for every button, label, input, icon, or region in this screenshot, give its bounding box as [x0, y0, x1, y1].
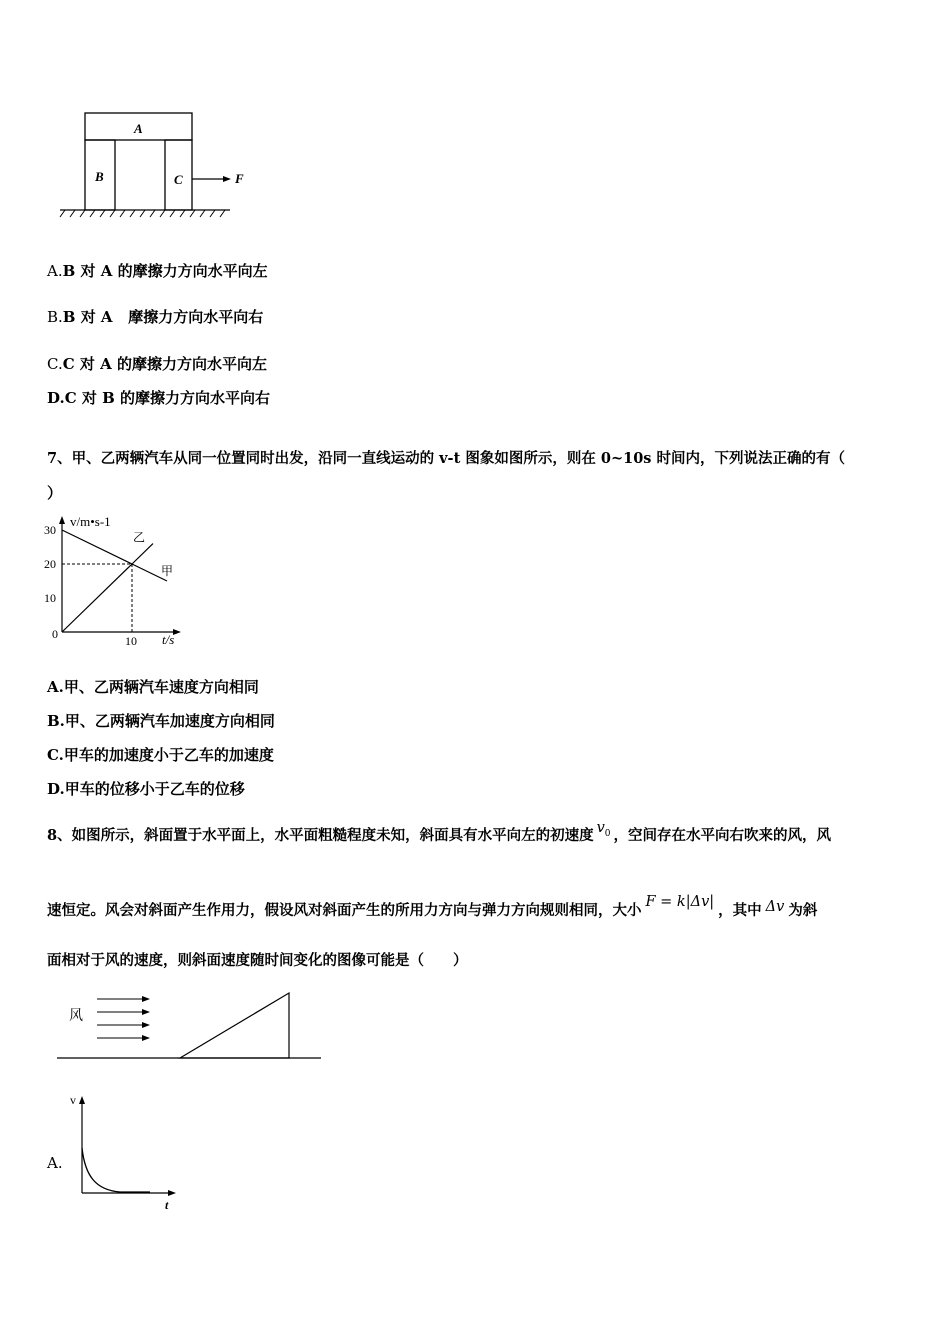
incline: [180, 993, 289, 1058]
label-f: F: [235, 171, 244, 186]
q6-option-text: D.C 对 B 的摩擦力方向水平向右: [47, 389, 270, 407]
y-tick-label: 10: [44, 591, 56, 605]
graph-v-label: v: [70, 1093, 76, 1107]
y-tick-label: 0: [52, 627, 58, 641]
q6-option-b: [47, 306, 263, 327]
q8-line2-c: 为斜: [788, 902, 818, 919]
x-axis-label: t/s: [162, 632, 175, 647]
option-a-graph: [65, 1090, 185, 1215]
y-tick-label: 30: [44, 523, 56, 537]
formula: F = k|Δv|: [645, 894, 715, 910]
q8-line1: [47, 820, 832, 847]
series-line-jia: [62, 530, 167, 581]
y-axis-label: v/m•s-1: [70, 514, 111, 529]
q7-option-d: D.甲车的位移小于乙车的位移: [47, 780, 245, 798]
label-a: A: [134, 121, 143, 136]
q6-option-a: [47, 260, 268, 281]
q7-option-b: B.甲、乙两辆汽车加速度方向相同: [47, 712, 275, 730]
q6-option-letter: C.: [47, 355, 63, 373]
v0-symbol: $v_0$: [596, 820, 611, 839]
q6-option-c: [47, 353, 267, 374]
q8-line2-b: ，其中: [718, 902, 762, 919]
q8-option-a-label: A.: [47, 1154, 63, 1172]
y-tick-label: 20: [44, 557, 56, 571]
q7-option-a: A.甲、乙两辆汽车速度方向相同: [47, 678, 259, 696]
x-tick-label: 10: [125, 634, 137, 648]
delta-v: Δv: [765, 899, 785, 915]
q8-line2-a: 速恒定。风会对斜面产生作用力，假设风对斜面产生的所用力方向与弹力方向规则相同，大小: [47, 902, 642, 919]
q7-stem-line2: ）: [47, 484, 63, 502]
label-c: C: [174, 172, 183, 187]
y-axis-arrow: [59, 516, 65, 524]
q6-option-text: B 对 A 摩擦力方向水平向右: [62, 308, 264, 326]
q6-option-d: [47, 387, 270, 408]
q8-line1-a: 8、如图所示，斜面置于水平面上，水平面粗糙程度未知，斜面具有水平向左的初速度: [47, 827, 594, 844]
series-label: 乙: [133, 530, 146, 545]
q6-option-text: C 对 A 的摩擦力方向水平向左: [62, 355, 267, 373]
block-diagram: [55, 105, 255, 220]
q8-line1-b: ，空间存在水平向右吹来的风，风: [613, 827, 832, 844]
q6-option-letter: B.: [47, 308, 63, 326]
q7-option-c: C.甲车的加速度小于乙车的加速度: [47, 746, 274, 764]
decay-curve: [82, 1148, 150, 1192]
vt-chart: [40, 510, 200, 650]
q6-option-text: B 对 A 的摩擦力方向水平向左: [62, 262, 268, 280]
q8-line3: 面相对于风的速度，则斜面速度随时间变化的图像可能是（ ）: [47, 952, 468, 969]
series-label: 甲: [161, 564, 174, 578]
wind-incline-figure: [55, 990, 325, 1065]
q8-line2: [47, 894, 818, 920]
q6-option-letter: A.: [47, 262, 63, 280]
series-line-yi: [62, 544, 153, 632]
wind-label: 风: [69, 1009, 83, 1024]
label-b: B: [95, 169, 104, 184]
graph-t-label: t: [165, 1198, 169, 1212]
q7-stem-line1: 7、甲、乙两辆汽车从同一位置同时出发，沿同一直线运动的 v-t 图象如图所示，则在 0~10s 时间内，下列说法正确的有（: [47, 450, 845, 467]
